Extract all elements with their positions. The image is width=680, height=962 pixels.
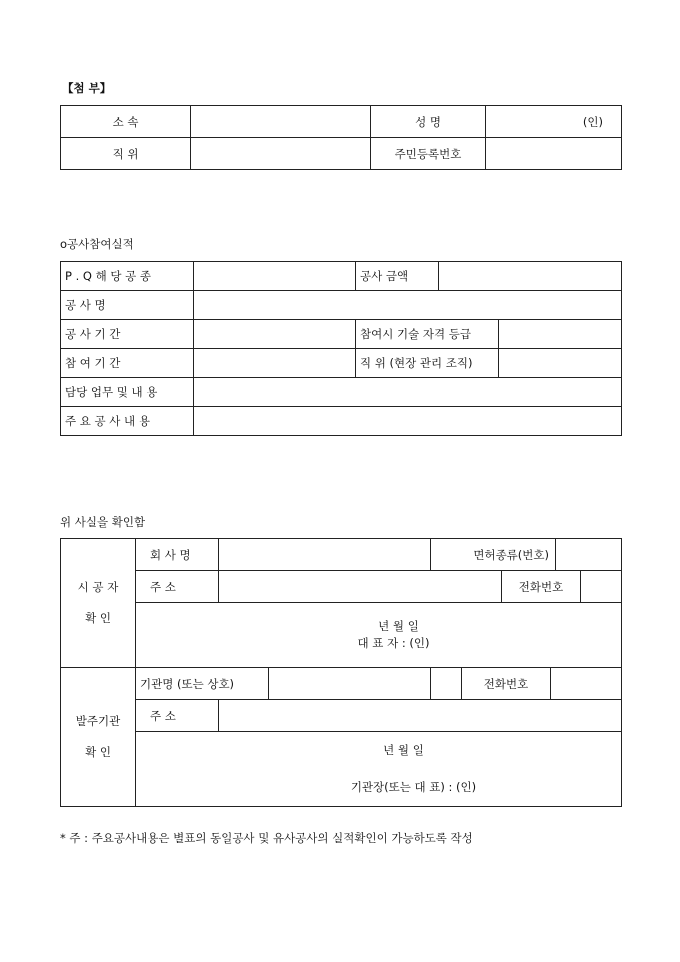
client-label-line1: 발주기관 [75,714,121,728]
period-value[interactable] [194,320,356,349]
main-content-label: 주 요 공 사 내 용 [61,407,194,436]
affiliation-value[interactable] [191,106,371,138]
affiliation-label: 소 속 [61,106,191,138]
attachment-title: 【첨 부】 [62,81,112,95]
company-value[interactable] [219,539,431,571]
client-date-line: 년 월 일 [383,743,424,757]
resident-no-value[interactable] [486,138,622,170]
tech-grade-value[interactable] [499,320,622,349]
license-value[interactable] [556,539,621,570]
company-label: 회 사 명 [136,539,219,571]
client-confirm-label [61,668,136,807]
agency-value[interactable] [269,668,431,700]
resident-no-label: 주민등록번호 [371,138,486,170]
contractor-confirm-label [61,539,136,668]
contractor-label-line1: 시 공 자 [77,580,119,594]
personal-info-table [60,105,622,170]
phone-value[interactable] [581,571,621,602]
contractor-label-line2: 확 인 [85,611,111,625]
project-heading: ο공사참여실적 [60,237,134,251]
client-phone-label: 전화번호 [461,668,551,699]
amount-value[interactable] [439,262,622,291]
role-label: 직 위 (현장 관리 조직) [356,349,499,378]
duty-label: 담당 업무 및 내 용 [61,378,194,407]
main-content-value[interactable] [194,407,622,436]
agency-head-line: 기관장(또는 대 표) : (인) [350,780,477,794]
address-value[interactable] [219,571,502,603]
footnote: * 주 : 주요공사내용은 별표의 동일공사 및 유사공사의 실적확인이 가능하도록 작성 [60,831,473,845]
client-phone-cell [431,668,622,700]
client-signature-area [136,732,622,807]
confirmation-table [60,538,622,807]
contractor-signature-area [136,603,622,668]
duty-value[interactable] [194,378,622,407]
seal-mark: (인) [486,106,622,138]
period-label: 공 사 기 간 [61,320,194,349]
client-address-value[interactable] [219,700,622,732]
participation-label: 참 여 기 간 [61,349,194,378]
project-name-label: 공 사 명 [61,291,194,320]
role-value[interactable] [499,349,622,378]
project-table [60,261,622,436]
client-phone-value[interactable] [551,668,621,699]
tech-grade-label: 참여시 기술 자격 등급 [356,320,499,349]
client-address-label: 주 소 [136,700,219,732]
license-cell [431,539,622,571]
license-label: 면허종류(번호) [431,539,556,570]
participation-value[interactable] [194,349,356,378]
representative-line: 대 표 자 : (인) [357,636,430,650]
address-label: 주 소 [136,571,219,603]
pq-value[interactable] [194,262,356,291]
agency-label: 기관명 (또는 상호) [136,668,269,700]
position-value[interactable] [191,138,371,170]
phone-cell [502,571,622,603]
name-label: 성 명 [371,106,486,138]
phone-label: 전화번호 [502,571,581,602]
client-label-line2: 확 인 [85,745,111,759]
amount-label: 공사 금액 [356,262,439,291]
position-label: 직 위 [61,138,191,170]
confirm-heading: 위 사실을 확인함 [60,515,146,529]
project-name-value[interactable] [194,291,622,320]
pq-label: P . Q 해 당 공 종 [61,262,194,291]
contractor-date-line: 년 월 일 [378,619,419,633]
